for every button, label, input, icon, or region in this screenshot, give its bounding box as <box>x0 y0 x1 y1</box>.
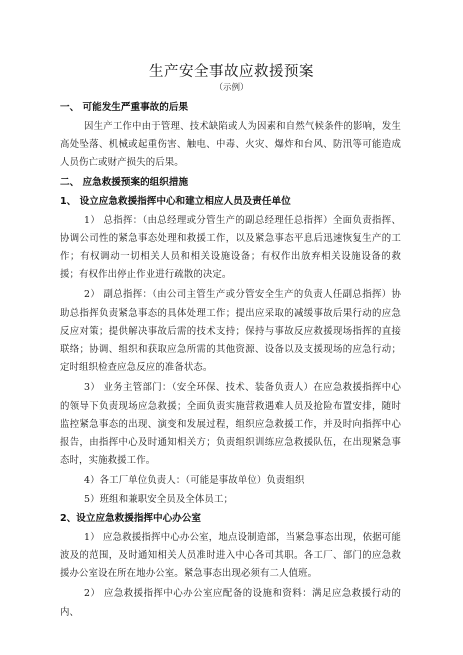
document-title: 生产安全事故应救援预案 <box>149 64 314 80</box>
paragraph-commander: 1） 总指挥：（由总经理或分管生产的副总经理任总指挥）全面负责指挥、协调公司性的紧急事态处理和救援工作，以及紧急事态平息后迅速恢复生产的工作；有权调动一切相关人员和相关设施设备；有权作出放弃相关设施设备的救援；有权作出停止作业进行疏散的决定。 <box>60 214 401 281</box>
paragraph-consequences: 因生产工作中由于管理、技术缺陷或人为因素和自然气候条件的影响，发生高处坠落、机械或起重伤害、触电、中毒、火灾、爆炸和台风、防汛等可能造成人员伤亡或财产损失的后果。 <box>60 121 401 169</box>
section-heading-consequences: 一、 可能发生严重事故的后果 <box>60 102 189 113</box>
paragraph-office-facilities: 2） 应急救援指挥中心办公室应配备的设施和资料：满足应急救援行动的内、 <box>60 588 401 618</box>
paragraph-office-location: 1） 应急救援指挥中心办公室，地点设制造部，当紧急事态出现，依据可能波及的范围，及时通知相关人员准时进入中心各司其职。各工厂、部门的应急救援办公室设在所在地办公室。紧急事态出现必须有二人值班。 <box>60 531 401 580</box>
paragraph-team-staff: 5）班组和兼职安全员及全体员工； <box>84 493 233 505</box>
section-heading-organization: 二、 应急救援预案的组织措施 <box>60 176 189 188</box>
document-subtitle: （示例） <box>214 83 249 93</box>
subsection-heading-office: 2、设立应急救援指挥中心办公室 <box>60 512 201 524</box>
paragraph-factory-leaders: 4）各工厂单位负责人：（可能是事故单位）负责组织 <box>84 475 305 487</box>
document-body <box>60 98 401 622</box>
subsection-heading-command-center: 1、 设立应急救援指挥中心和建立相应人员及责任单位 <box>60 195 291 207</box>
paragraph-deputy-commander: 2） 副总指挥：（由公司主管生产或分管安全生产的负责人任副总指挥）协助总指挥负责紧急事态的具体处理工作；提出应采取的减缓事故后果行动的应急反应对策；提供解决事故后需的技术支持；保持与事故反应救援现场指挥的直接联络；协调、组织和获取应急所需的其他资源、设备以及支援现场的应急行动；定时组织检查应急反应的准备状态。 <box>60 289 401 374</box>
paragraph-department: 3） 业务主管部门：（安全环保、技术、装备负责人）在应急救援指挥中心的领导下负责现场应急救援；全面负责实施营救遇难人员及抢险布置安排，随时监控紧急事态的出现、演变和发展过程，组织应急救援工作，并及时向指挥中心报告，由指挥中心及时通知相关方；负责组织训练应急救援队伍，在出现紧急事态时，实施救援工作。 <box>60 382 401 467</box>
